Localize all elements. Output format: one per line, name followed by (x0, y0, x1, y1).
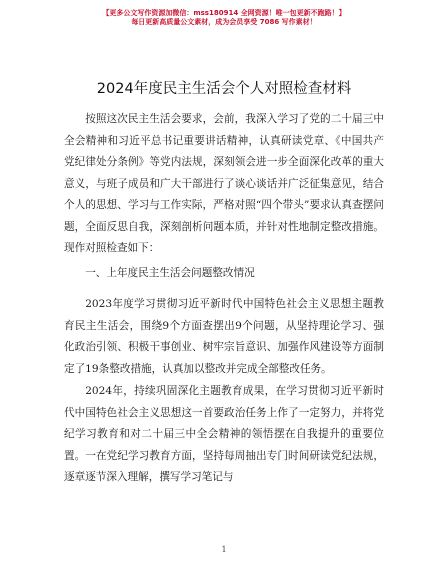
page-number: 1 (221, 545, 227, 554)
paragraph-2024-progress: 2024年，持续巩固深化主题教育成果，在学习贯彻习近平新时代中国特色社会主义思想这一首要政治任务上作了一定努力，并将党纪学习教育和对二十届三中全会精神的领悟摆在自我提升的重要位置。一在党纪学习教育方面，坚持每周抽出专门时间研读党纪法规，逐章逐节深入理解，撰写学习笔记与 (64, 385, 384, 483)
promo-banner-line-1: 【更多公文写作资源加微信：mss180914 全网资源！唯一包更新不跑路！】 (102, 9, 346, 17)
promo-banner-line-2: 每日更新高质量公文素材，成为会员享受 7086 写作素材！ (131, 18, 317, 26)
section-heading-1: 一、上年度民主生活会问题整改情况 (85, 267, 255, 279)
paragraph-intro: 按照这次民主生活会要求，会前，我深入学习了党的二十届三中全会精神和习近平总书记重要讲话精神，认真研读党章、《中国共产党纪律处分条例》等党内法规，深刻领会进一步全面深化改革的重大意义，与班子成员和广大干部进行了谈心谈话并广泛征集意见，结合个人的思想、学习与工作实际，严格对照“四个带头”要求认真查摆问题，全面反思自我，深刻剖析问题本质，并针对性地制定整改措施。现作对照检查如下： (64, 113, 384, 254)
promo-banner (0, 9, 448, 27)
paragraph-2023-review: 2023年度学习贯彻习近平新时代中国特色社会主义思想主题教育民主生活会，围绕9个方面查摆出9个问题，从坚持理论学习、强化政治引领、积极干事创业、树牢宗旨意识、加强作风建设等方面制定了19条整改措施，认真加以整改并完成全部整改任务。 (64, 298, 384, 375)
document-title: 2024年度民主生活会个人对照检查材料 (96, 81, 352, 97)
